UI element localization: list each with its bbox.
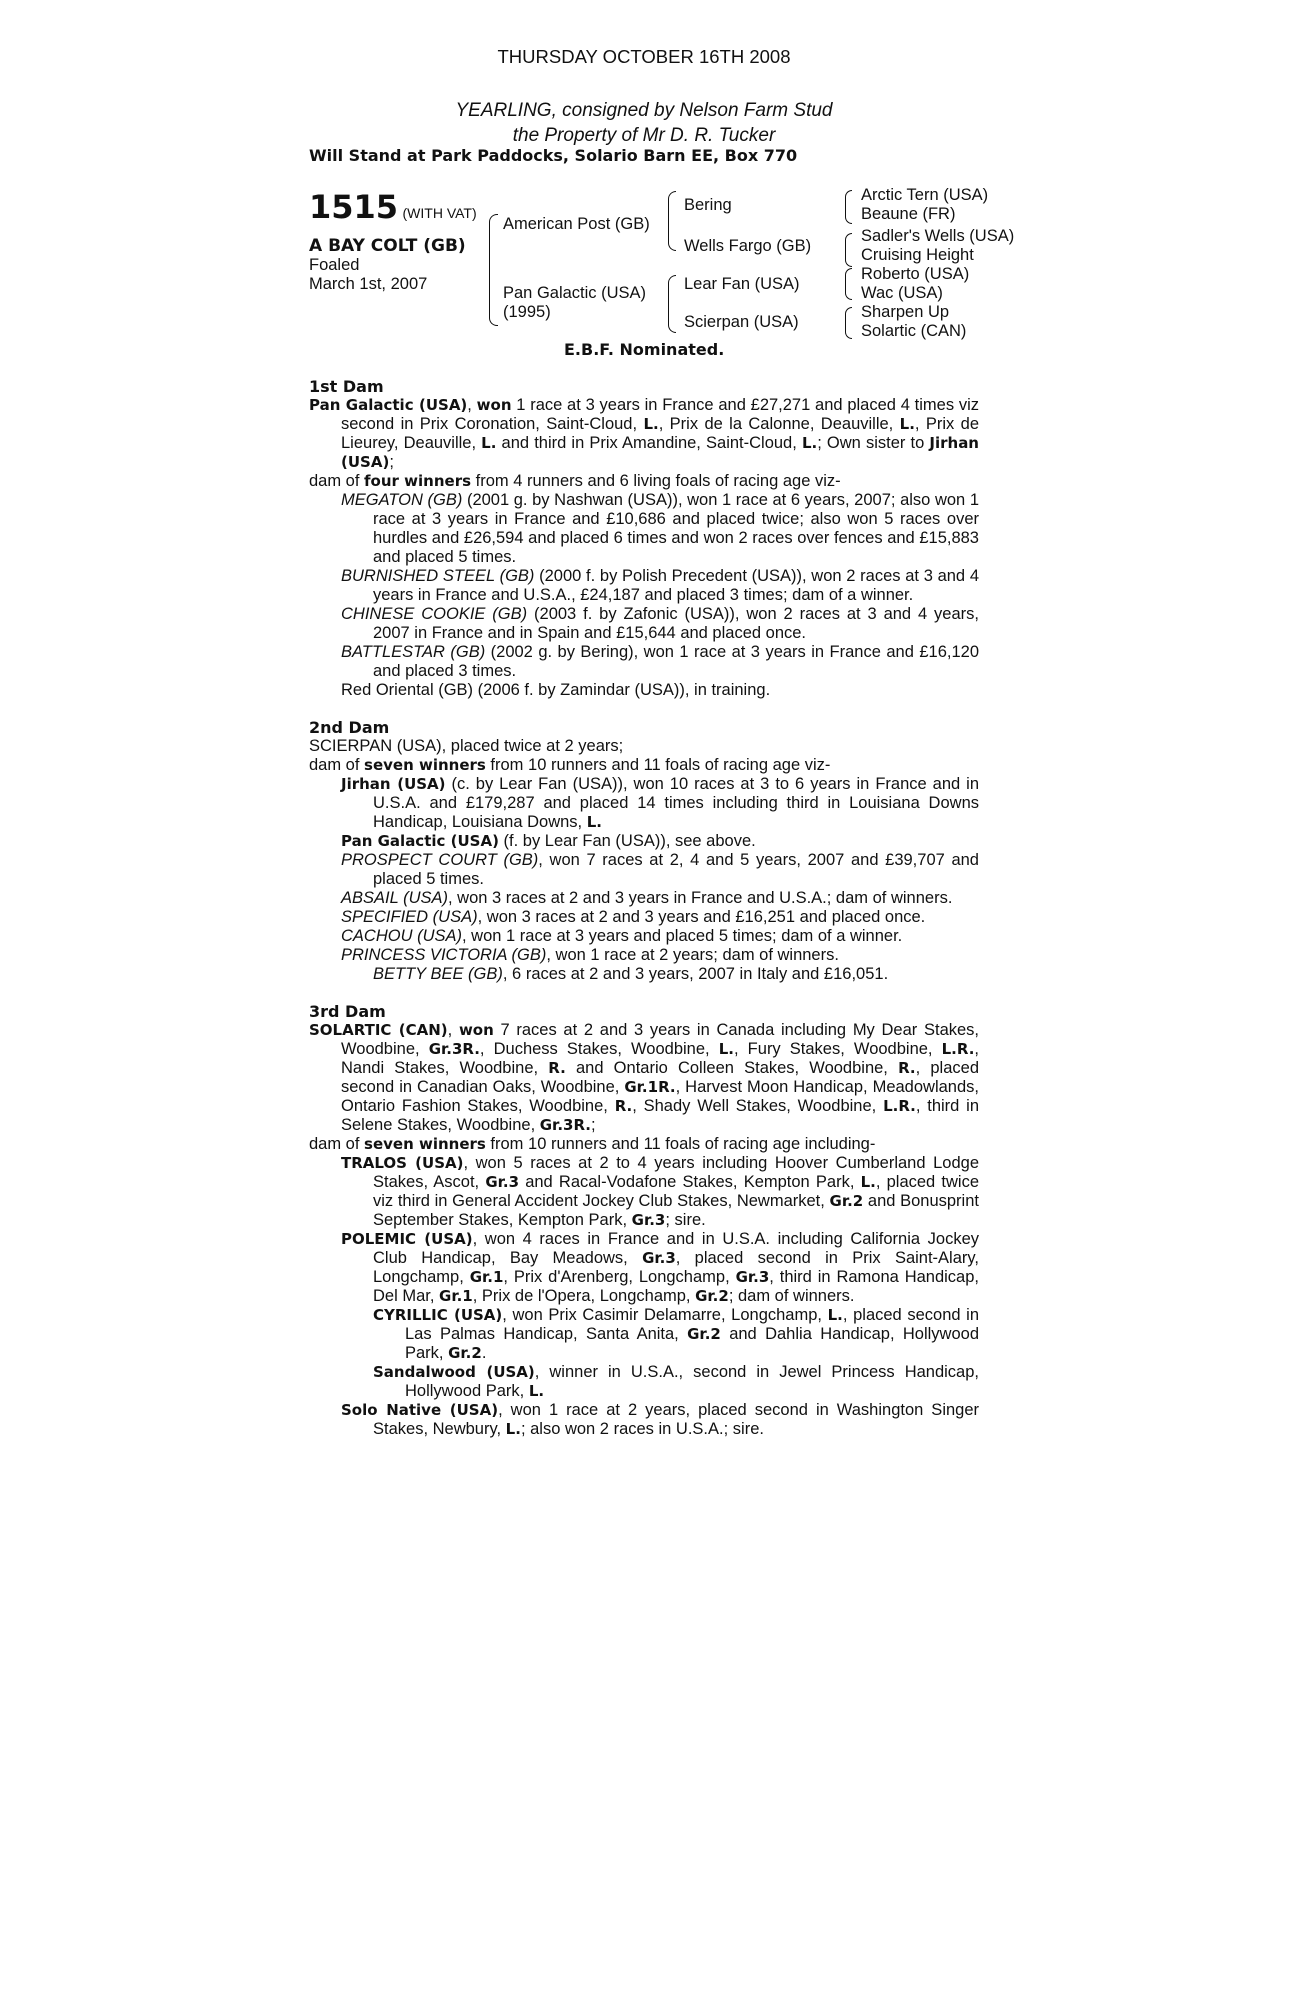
stand-location: Will Stand at Park Paddocks, Solario Barn EE, Box 770 xyxy=(309,146,798,165)
race-record-entry: CHINESE COOKIE (GB) (2003 f. by Zafonic (USA)), won 2 races at 3 and 4 years, 2007 in France and in Spain and £15,644 and placed once. xyxy=(341,605,979,642)
ebf-nominated: E.B.F. Nominated. xyxy=(564,340,725,359)
race-record-entry: CYRILLIC (USA), won Prix Casimir Delamarre, Longchamp, L., placed second in Las Palmas Handicap, Santa Anita, Gr.2 and Dahlia Handicap, Hollywood Park, Gr.2. xyxy=(373,1306,980,1362)
consigned-line-2: the Property of Mr D. R. Tucker xyxy=(512,125,776,146)
section-heading: 3rd Dam xyxy=(309,1002,386,1021)
pedigree-gen2-2: Wells Fargo (GB) xyxy=(684,237,812,255)
foaled-label: Foaled xyxy=(309,256,360,274)
pedigree-bracket-gen1 xyxy=(489,214,498,326)
pedigree-bracket-gen3a xyxy=(845,190,852,224)
pedigree-gen3-3: Sadler's Wells (USA) xyxy=(861,227,1015,245)
pedigree-gen3-2: Beaune (FR) xyxy=(861,205,956,223)
pedigree-gen3-5: Roberto (USA) xyxy=(861,265,970,283)
race-record-entry: MEGATON (GB) (2001 g. by Nashwan (USA)), won 1 race at 6 years, 2007; also won 1 race at 3 years in France and £10,686 and placed twice; also won 5 races over hurdles and £26,594 and placed 6 times and won 2 races over fences and £15,883 and placed 5 times. xyxy=(341,491,980,566)
pedigree-gen2-4: Scierpan (USA) xyxy=(684,313,799,331)
consignment-info xyxy=(309,98,979,148)
race-record-entry: CACHOU (USA), won 1 race at 3 years and placed 5 times; dam of a winner. xyxy=(341,927,903,945)
race-record-entry: TRALOS (USA), won 5 races at 2 to 4 years including Hoover Cumberland Lodge Stakes, Ascot, Gr.3 and Racal-Vodafone Stakes, Kempton Park, L., placed twice viz third in General Accident Jockey Club Stakes, Newmarket, Gr.2 and Bonusprint September Stakes, Kempton Park, Gr.3; sire. xyxy=(341,1154,980,1229)
section-heading: 2nd Dam xyxy=(309,718,390,737)
race-record-entry: POLEMIC (USA), won 4 races in France and in U.S.A. including California Jockey Club Handicap, Bay Meadows, Gr.3, placed second in Prix Saint-Alary, Longchamp, Gr.1, Prix d'Arenberg, Longchamp, Gr.3, third in Ramona Handicap, Del Mar, Gr.1, Prix de l'Opera, Longchamp, Gr.2; dam of winners. xyxy=(341,1230,979,1305)
pedigree-bracket-gen3b xyxy=(845,233,852,267)
foaled-info xyxy=(309,256,427,294)
section-heading: 1st Dam xyxy=(309,377,384,396)
race-record-entry: Red Oriental (GB) (2006 f. by Zamindar (USA)), in training. xyxy=(341,681,771,699)
pedigree-gen3-6: Wac (USA) xyxy=(861,284,943,302)
lot-header xyxy=(309,188,477,226)
race-record-entry: Pan Galactic (USA) (f. by Lear Fan (USA)), see above. xyxy=(341,832,756,850)
dam-summary: dam of seven winners from 10 runners and 11 foals of racing age viz- xyxy=(309,756,831,774)
sale-date: THURSDAY OCTOBER 16TH 2008 xyxy=(497,46,791,67)
lot-description: A BAY COLT (GB) xyxy=(309,236,466,256)
lot-number: 1515 xyxy=(309,188,399,226)
race-record-entry: Pan Galactic (USA), won 1 race at 3 years in France and £27,271 and placed 4 times viz second in Prix Coronation, Saint-Cloud, L., Prix de la Calonne, Deauville, L., Prix de Lieurey, Deauville, L. and third in Prix Amandine, Saint-Cloud, L.; Own sister to Jirhan (USA); xyxy=(309,396,980,471)
pedigree-dam-year: (1995) xyxy=(503,303,551,321)
race-record-entry: Sandalwood (USA), winner in U.S.A., second in Jewel Princess Handicap, Hollywood Park, L. xyxy=(373,1363,979,1400)
pedigree-gen3-8: Solartic (CAN) xyxy=(861,322,967,340)
foaled-date: March 1st, 2007 xyxy=(309,275,428,293)
pedigree-bracket-gen3d xyxy=(845,307,852,339)
race-record-entry: PRINCESS VICTORIA (GB), won 1 race at 2 years; dam of winners. xyxy=(341,946,839,964)
dam-summary: SCIERPAN (USA), placed twice at 2 years; xyxy=(309,737,624,755)
pedigree-gen2-1: Bering xyxy=(684,196,732,214)
race-record-entry: BATTLESTAR (GB) (2002 g. by Bering), won 1 race at 3 years in France and £16,120 and placed 3 times. xyxy=(341,643,979,680)
pedigree-gen3-7: Sharpen Up xyxy=(861,303,950,321)
catalogue-body xyxy=(309,377,979,1439)
pedigree-gen3-4: Cruising Height xyxy=(861,246,974,264)
pedigree-dam: Pan Galactic (USA) xyxy=(503,284,647,302)
race-record-entry: SPECIFIED (USA), won 3 races at 2 and 3 years and £16,251 and placed once. xyxy=(341,908,926,926)
pedigree-bracket-gen3c xyxy=(845,268,852,300)
race-record-entry: SOLARTIC (CAN), won 7 races at 2 and 3 years in Canada including My Dear Stakes, Woodbine, Gr.3R., Duchess Stakes, Woodbine, L., Fury Stakes, Woodbine, L.R., Nandi Stakes, Woodbine, R. and Ontario Colleen Stakes, Woodbine, R., placed second in Canadian Oaks, Woodbine, Gr.1R., Harvest Moon Handicap, Meadowlands, Ontario Fashion Stakes, Woodbine, R., Shady Well Stakes, Woodbine, L.R., third in Selene Stakes, Woodbine, Gr.3R.; xyxy=(309,1021,980,1134)
pedigree-gen2-3: Lear Fan (USA) xyxy=(684,275,800,293)
race-record-entry: Jirhan (USA) (c. by Lear Fan (USA)), won 10 races at 3 to 6 years in France and in U.S.A. and £179,287 and placed 14 times including third in Louisiana Downs Handicap, Louisiana Downs, L. xyxy=(341,775,979,831)
vat-note: (WITH VAT) xyxy=(402,205,477,221)
dam-summary: dam of four winners from 4 runners and 6 living foals of racing age viz- xyxy=(309,472,841,490)
race-record-entry: PROSPECT COURT (GB), won 7 races at 2, 4 and 5 years, 2007 and £39,707 and placed 5 times. xyxy=(341,851,979,888)
race-record-entry: ABSAIL (USA), won 3 races at 2 and 3 years in France and U.S.A.; dam of winners. xyxy=(341,889,953,907)
pedigree-bracket-gen2a xyxy=(668,191,676,251)
pedigree-bracket-gen2b xyxy=(668,275,676,333)
pedigree-sire: American Post (GB) xyxy=(503,215,650,233)
pedigree-gen3-1: Arctic Tern (USA) xyxy=(861,186,989,204)
dam-summary: dam of seven winners from 10 runners and 11 foals of racing age including- xyxy=(309,1135,876,1153)
race-record-entry: BURNISHED STEEL (GB) (2000 f. by Polish Precedent (USA)), won 2 races at 3 and 4 years in France and U.S.A., £24,187 and placed 3 times; dam of a winner. xyxy=(341,567,979,604)
race-record-entry: BETTY BEE (GB), 6 races at 2 and 3 years, 2007 in Italy and £16,051. xyxy=(373,965,889,983)
consigned-line-1: YEARLING, consigned by Nelson Farm Stud xyxy=(455,100,833,121)
race-record-entry: Solo Native (USA), won 1 race at 2 years, placed second in Washington Singer Stakes, Newbury, L.; also won 2 races in U.S.A.; sire. xyxy=(341,1401,980,1438)
